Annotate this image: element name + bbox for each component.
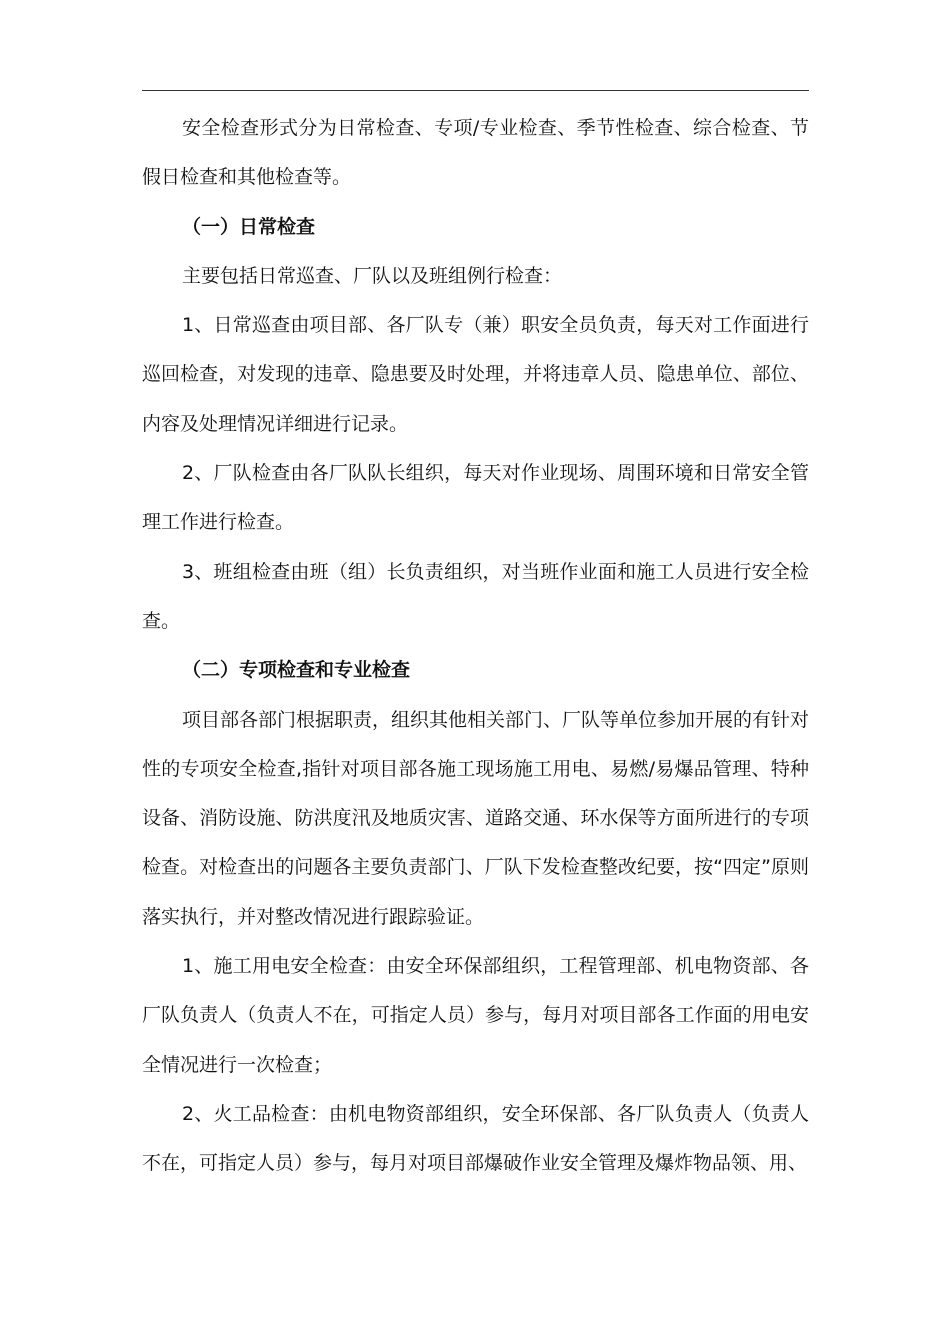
header-rule [142,90,809,91]
section1-item-2: 2、厂队检查由各厂队队长组织，每天对作业现场、周围环境和日常安全管理工作进行检查。 [142,462,809,534]
section2-item-1: 1、施工用电安全检查：由安全环保部组织，工程管理部、机电物资部、各厂队负责人（负责人不在，可指定人员）参与，每月对项目部各工作面的用电安全情况进行一次检查； [142,955,809,1076]
section2-item-2: 2、火工品检查：由机电物资部组织，安全环保部、各厂队负责人（负责人不在，可指定人员）参与，每月对项目部爆破作业安全管理及爆炸物品领、用、 [142,1102,809,1175]
document-body [142,104,809,1189]
section1-intro-paragraph: 主要包括日常巡查、厂队以及班组例行检查： [182,264,563,287]
section-heading-daily-inspection: （一）日常检查 [182,215,316,238]
section2-intro-paragraph: 项目部各部门根据职责，组织其他相关部门、厂队等单位参加开展的有针对性的专项安全检查,指针对项目部各施工现场施工用电、易燃/易爆品管理、特种设备、消防设施、防洪度汛及地质灾害、道路交通、环水保等方面所进行的专项检查。对检查出的问题各主要负责部门、厂队下发检查整改纪要，按“四定”原则落实执行，并对整改情况进行跟踪验证。 [142,708,810,928]
section1-item-3: 3、班组检查由班（组）长负责组织，对当班作业面和施工人员进行安全检查。 [142,560,809,632]
section1-item-1: 1、日常巡查由项目部、各厂队专（兼）职安全员负责，每天对工作面进行巡回检查，对发现的违章、隐患要及时处理，并将违章人员、隐患单位、部位、内容及处理情况详细进行记录。 [142,314,809,435]
section-heading-special-inspection: （二）专项检查和专业检查 [182,659,411,682]
intro-paragraph: 安全检查形式分为日常检查、专项/专业检查、季节性检查、综合检查、节假日检查和其他检查等。 [142,117,809,189]
